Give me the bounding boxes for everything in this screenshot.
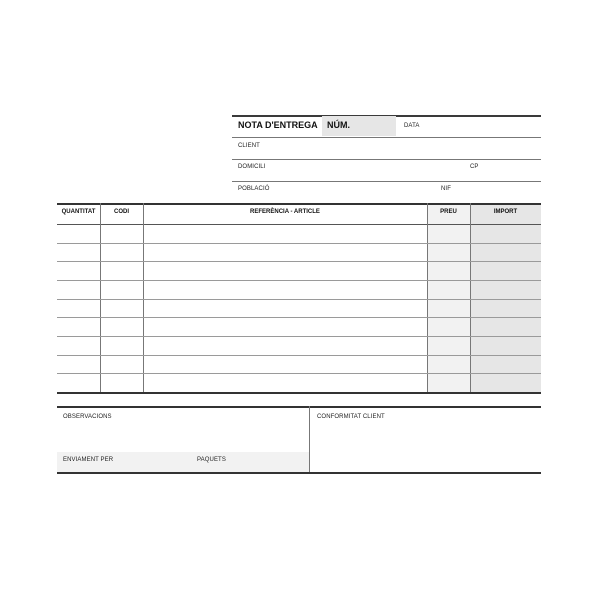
town-field[interactable] [275,182,435,200]
packages-field[interactable] [229,453,305,471]
table-cell[interactable] [58,337,99,354]
column-header-amount: IMPORT [493,209,518,215]
table-cell[interactable] [58,318,99,335]
footer-divider [309,406,310,473]
items-table [57,203,541,393]
table-cell[interactable] [428,225,469,242]
table-cell[interactable] [101,244,142,261]
table-cell[interactable] [101,262,142,279]
observations-field[interactable] [61,424,305,450]
footer-top-rule [57,406,541,408]
table-cell[interactable] [471,318,540,335]
header-rule-1 [232,137,541,138]
table-cell[interactable] [471,356,540,373]
table-cell[interactable] [58,262,99,279]
table-cell[interactable] [428,300,469,317]
address-field[interactable] [270,160,460,178]
client-approval-field[interactable] [313,424,537,470]
observations-label: OBSERVACIONS [63,414,112,420]
table-cell[interactable] [144,225,426,242]
table-cell[interactable] [101,281,142,298]
table-top-rule [57,203,541,205]
column-header-price: PREU [440,209,457,215]
column-header-quantity: QUANTITAT [61,209,96,215]
column-header-code: CODI [114,209,129,215]
table-cell[interactable] [144,262,426,279]
table-bottom-rule [57,392,541,394]
column-header-reference: REFERÈNCIA - ARTICLE [250,209,320,215]
table-cell[interactable] [58,281,99,298]
document-title: NOTA D'ENTREGA [238,120,318,130]
table-cell[interactable] [428,356,469,373]
number-label: NÚM. [327,120,350,130]
table-cell[interactable] [471,374,540,391]
table-cell[interactable] [471,244,540,261]
table-cell[interactable] [428,337,469,354]
table-cell[interactable] [471,225,540,242]
shipping-field[interactable] [117,453,193,471]
tax-id-field[interactable] [455,182,538,200]
table-cell[interactable] [101,225,142,242]
table-cell[interactable] [101,337,142,354]
table-cell[interactable] [101,300,142,317]
table-cell[interactable] [428,262,469,279]
table-cell[interactable] [58,356,99,373]
table-cell[interactable] [58,244,99,261]
table-cell[interactable] [428,374,469,391]
table-cell[interactable] [144,244,426,261]
table-cell[interactable] [144,356,426,373]
table-cell[interactable] [144,318,426,335]
table-cell[interactable] [428,244,469,261]
table-cell[interactable] [471,281,540,298]
table-cell[interactable] [144,300,426,317]
date-label: DATA [404,123,420,129]
footer-bottom-rule [57,472,541,474]
footer-block [57,406,541,473]
client-label: CLIENT [238,143,260,149]
table-cell[interactable] [144,337,426,354]
client-approval-label: CONFORMITAT CLIENT [317,414,385,420]
table-cell[interactable] [471,337,540,354]
table-cell[interactable] [428,281,469,298]
packages-label: PAQUETS [197,457,226,463]
town-label: POBLACIÓ [238,186,270,192]
table-cell[interactable] [58,300,99,317]
table-cell[interactable] [471,300,540,317]
table-cell[interactable] [471,262,540,279]
table-cell[interactable] [58,374,99,391]
client-field[interactable] [270,139,538,157]
table-cell[interactable] [101,374,142,391]
postcode-label: CP [470,164,479,170]
table-cell[interactable] [428,318,469,335]
address-label: DOMICILI [238,164,266,170]
tax-id-label: NIF [441,186,451,192]
postcode-field[interactable] [482,160,538,178]
table-cell[interactable] [144,281,426,298]
table-cell[interactable] [101,318,142,335]
shipping-label: ENVIAMENT PER [63,457,114,463]
table-cell[interactable] [101,356,142,373]
table-cell[interactable] [58,225,99,242]
table-cell[interactable] [144,374,426,391]
